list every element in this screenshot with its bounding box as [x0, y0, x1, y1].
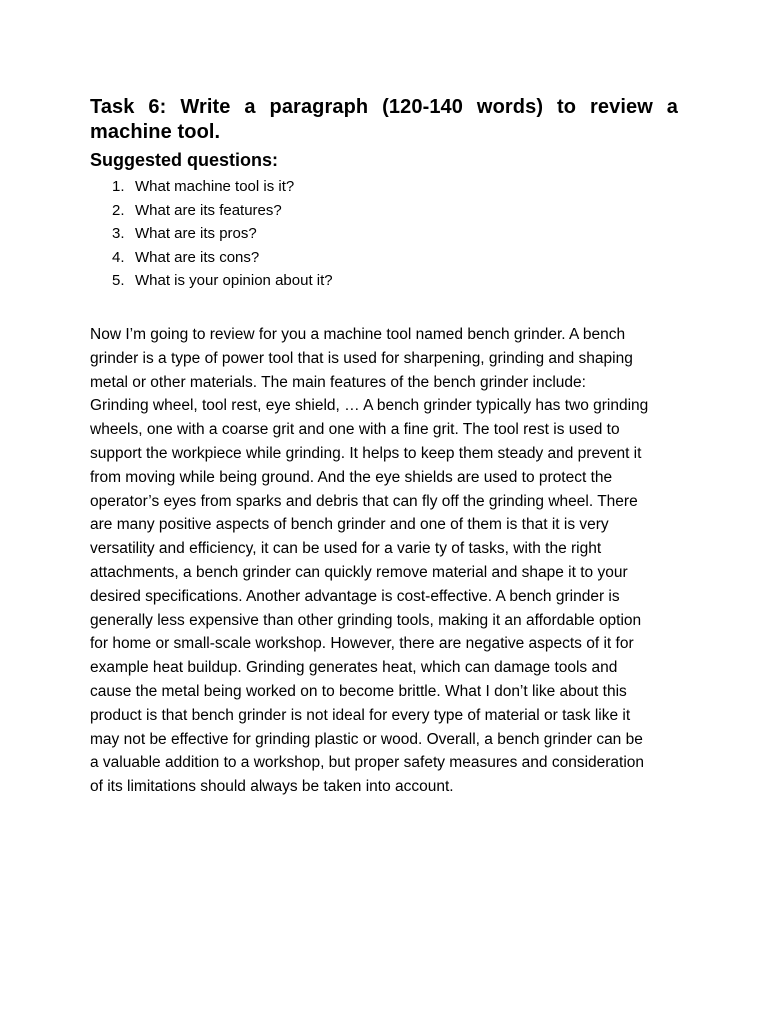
suggested-questions-heading: Suggested questions: — [90, 150, 279, 170]
paragraph-line: from moving while being ground. And the eye shields are used to protect the — [90, 468, 613, 486]
paragraph-line: of its limitations should always be taken into account. — [90, 778, 454, 796]
paragraph-line: for home or small-scale workshop. However, there are negative aspects of it for — [90, 635, 634, 653]
question-text: What are its features? — [135, 201, 282, 219]
review-paragraph — [90, 323, 690, 799]
paragraph-line: Grinding wheel, tool rest, eye shield, … A bench grinder typically has two grinding — [90, 397, 649, 415]
question-text: What are its pros? — [135, 225, 257, 242]
paragraph-line: example heat buildup. Grinding generates heat, which can damage tools and — [90, 659, 618, 677]
paragraph-line: operator’s eyes from sparks and debris that can fly off the grinding wheel. There — [90, 492, 638, 510]
questions-list — [112, 175, 333, 293]
paragraph-line: may not be effective for grinding plastic or wood. Overall, a bench grinder can be — [90, 730, 643, 748]
paragraph-line: attachments, a bench grinder can quickly remove material and shape it to your — [90, 563, 628, 581]
question-text: What machine tool is it? — [135, 178, 295, 195]
question-item — [112, 199, 333, 223]
question-number: 1. — [112, 178, 125, 195]
question-item — [112, 246, 333, 270]
question-number: 4. — [112, 248, 125, 266]
paragraph-line: cause the metal being worked on to become brittle. What I don’t like about this — [90, 682, 627, 700]
question-number: 5. — [112, 272, 125, 289]
question-number: 3. — [112, 225, 125, 242]
paragraph-line: metal or other materials. The main features of the bench grinder include: — [90, 373, 586, 391]
task-title: Task 6: Write a paragraph (120-140 words) to review a machine tool. — [90, 96, 678, 143]
paragraph-line: are many positive aspects of bench grinder and one of them is that it is very — [90, 516, 609, 534]
paragraph-line: Now I’m going to review for you a machine tool named bench grinder. A bench — [90, 326, 626, 343]
question-text: What is your opinion about it? — [135, 272, 333, 289]
paragraph-line: wheels, one with a coarse grit and one with a fine grit. The tool rest is used to — [90, 421, 620, 439]
paragraph-line: grinder is a type of power tool that is used for sharpening, grinding and shaping — [90, 349, 633, 367]
question-item — [112, 222, 333, 246]
paragraph-line: a valuable addition to a workshop, but proper safety measures and consideration — [90, 754, 645, 772]
paragraph-line: generally less expensive than other grinding tools, making it an affordable option — [90, 611, 642, 629]
question-text: What are its cons? — [135, 248, 260, 266]
paragraph-line: versatility and efficiency, it can be used for a varie ty of tasks, with the right — [90, 540, 602, 558]
question-number: 2. — [112, 201, 125, 219]
paragraph-line: support the workpiece while grinding. It helps to keep them steady and prevent it — [90, 444, 642, 462]
question-item — [112, 175, 333, 199]
paragraph-line: product is that bench grinder is not ideal for every type of material or task like it — [90, 706, 631, 724]
paragraph-line: desired specifications. Another advantage is cost-effective. A bench grinder is — [90, 587, 620, 605]
question-item — [112, 269, 333, 293]
